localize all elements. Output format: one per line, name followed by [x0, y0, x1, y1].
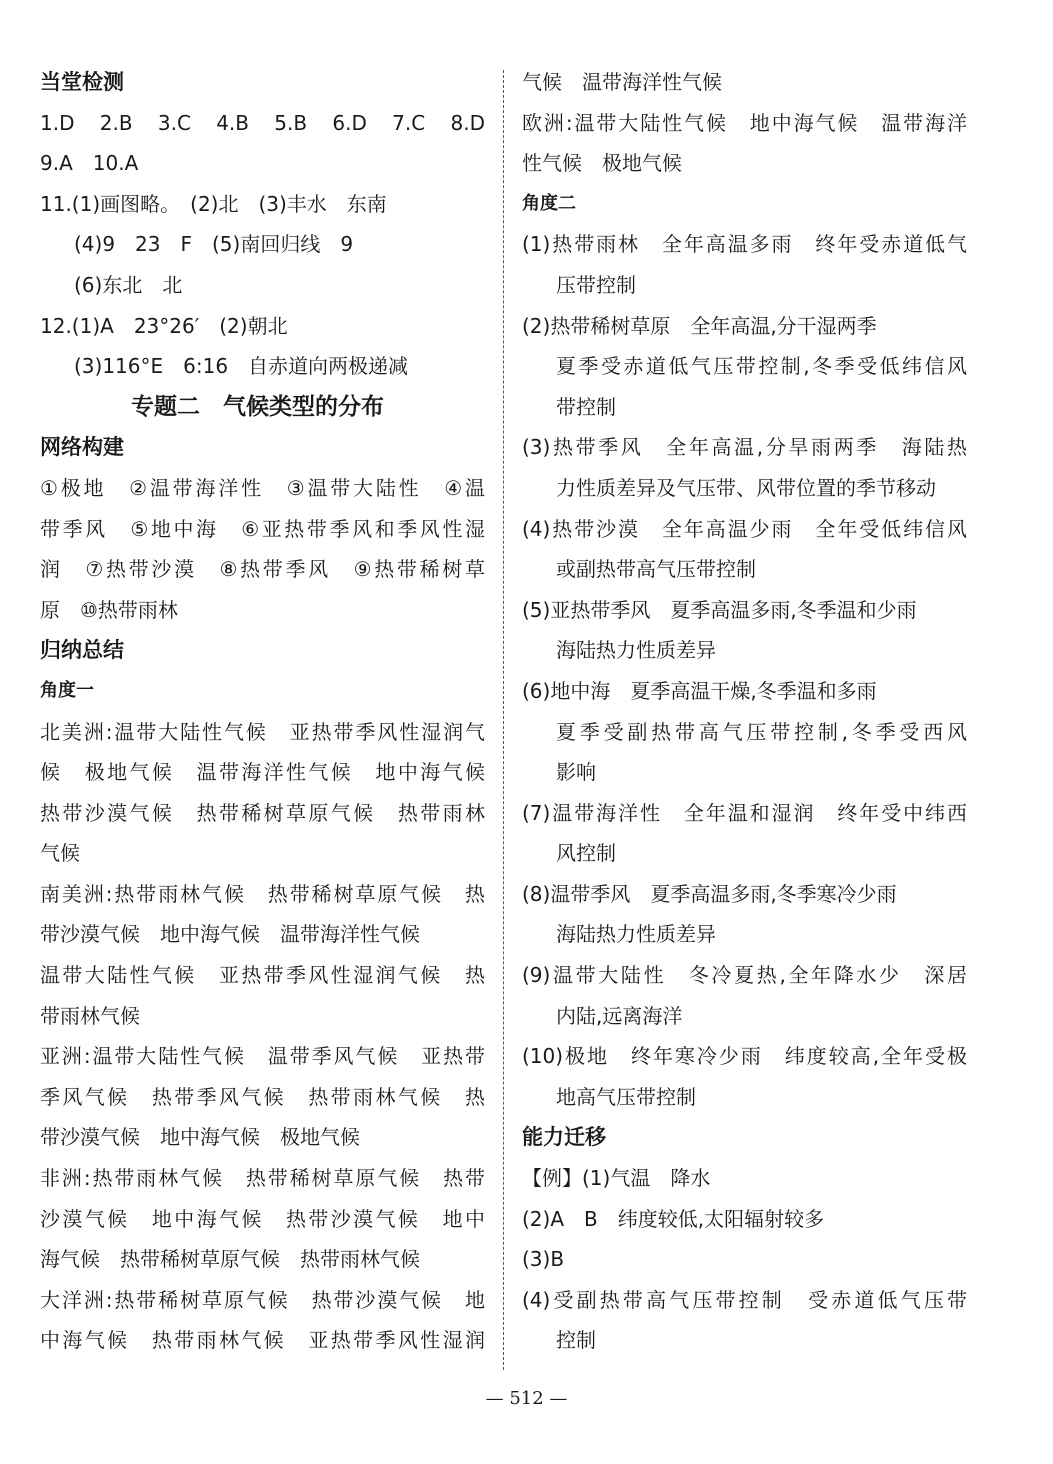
answer-line: (5)亚热带季风 夏季高温多雨,冬季温和少雨	[522, 597, 917, 622]
answer-line: 季风气候 热带季风气候 热带雨林气候 热	[40, 1084, 485, 1109]
section-heading-ability-transfer: 能力迁移	[522, 1125, 606, 1150]
answer-line: 夏季受赤道低气压带控制,冬季受低纬信风	[556, 354, 967, 379]
answer-line: 地高气压带控制	[556, 1084, 696, 1109]
answer-line: 大洋洲:热带稀树草原气候 热带沙漠气候 地	[40, 1287, 485, 1312]
answer-line: 气候	[40, 841, 80, 866]
answer-line: (2)热带稀树草原 全年高温,分干湿两季	[522, 313, 877, 338]
answer-line: 压带控制	[556, 272, 636, 297]
answer-line: 带季风 ⑤地中海 ⑥亚热带季风和季风性湿	[40, 516, 485, 541]
answer-line: (2)A B 纬度较低,太阳辐射较多	[522, 1206, 825, 1231]
answer-line: (8)温带季风 夏季高温多雨,冬季寒冷少雨	[522, 881, 897, 906]
answer-line: (7)温带海洋性 全年温和湿润 终年受中纬西	[522, 800, 967, 825]
answer-line: 候 极地气候 温带海洋性气候 地中海气候	[40, 760, 485, 785]
answer-line: 1.D 2.B 3.C 4.B 5.B 6.D 7.C 8.D	[40, 110, 485, 135]
answer-line: 气候 温带海洋性气候	[522, 70, 722, 94]
answer-line: (4)9 23 F (5)南回归线 9	[74, 232, 354, 257]
answer-line: 海气候 热带稀树草原气候 热带雨林气候	[40, 1247, 420, 1272]
section-heading-network: 网络构建	[40, 435, 124, 460]
answer-line: (10)极地 终年寒冷少雨 纬度较高,全年受极	[522, 1044, 967, 1069]
answer-line: (4)热带沙漠 全年高温少雨 全年受低纬信风	[522, 516, 967, 541]
answer-line: (6)东北 北	[74, 272, 183, 297]
answer-line: 内陆,远离海洋	[556, 1003, 683, 1028]
answer-line: 润 ⑦热带沙漠 ⑧热带季风 ⑨热带稀树草	[40, 557, 485, 582]
answer-line: (1)热带雨林 全年高温多雨 终年受赤道低气	[522, 232, 967, 257]
answer-line: 控制	[556, 1328, 596, 1353]
answer-line: 风控制	[556, 841, 616, 866]
answer-line: (9)温带大陆性 冬冷夏热,全年降水少 深居	[522, 963, 967, 988]
answer-line: 热带沙漠气候 热带稀树草原气候 热带雨林	[40, 800, 485, 825]
answer-line: (3)116°E 6:16 自赤道向两极递减	[74, 354, 409, 379]
answer-line: (3)热带季风 全年高温,分旱雨两季 海陆热	[522, 435, 967, 460]
answer-line: 12.(1)A 23°26′ (2)朝北	[40, 313, 288, 338]
answer-line: 性气候 极地气候	[522, 151, 682, 176]
answer-line: 影响	[556, 760, 596, 785]
answer-line: 或副热带高气压带控制	[556, 557, 756, 582]
subheading-angle-one: 角度一	[40, 679, 94, 701]
answer-line: (6)地中海 夏季高温干燥,冬季温和多雨	[522, 678, 877, 703]
page-number: — 512 —	[485, 1388, 568, 1409]
answer-line: 带雨林气候	[40, 1003, 140, 1028]
section-heading-classroom-check: 当堂检测	[40, 70, 124, 94]
subheading-angle-two: 角度二	[522, 192, 576, 214]
answer-line: (3)B	[522, 1247, 565, 1272]
left-column	[40, 62, 485, 1361]
answer-line: 中海气候 热带雨林气候 亚热带季风性湿润	[40, 1328, 485, 1353]
answer-line: 夏季受副热带高气压带控制,冬季受西风	[556, 719, 967, 744]
answer-line: 南美洲:热带雨林气候 热带稀树草原气候 热	[40, 881, 485, 906]
section-heading-summary: 归纳总结	[40, 638, 124, 663]
answer-line: 带沙漠气候 地中海气候 温带海洋性气候	[40, 922, 420, 947]
answer-line: 温带大陆性气候 亚热带季风性湿润气候 热	[40, 963, 485, 988]
answer-line: 沙漠气候 地中海气候 热带沙漠气候 地中	[40, 1206, 485, 1231]
answer-line: 带控制	[556, 394, 616, 419]
answer-line: 欧洲:温带大陆性气候 地中海气候 温带海洋	[522, 110, 967, 135]
answer-line: ①极地 ②温带海洋性 ③温带大陆性 ④温	[40, 475, 485, 500]
answer-line: 9.A 10.A	[40, 151, 139, 176]
answer-line: 力性质差异及气压带、风带位置的季节移动	[556, 475, 936, 500]
answer-line: 亚洲:温带大陆性气候 温带季风气候 亚热带	[40, 1044, 485, 1069]
topic-title: 专题二 气候类型的分布	[131, 393, 384, 420]
answer-line: 非洲:热带雨林气候 热带稀树草原气候 热带	[40, 1166, 485, 1191]
answer-line: 北美洲:温带大陆性气候 亚热带季风性湿润气	[40, 719, 485, 744]
answer-line: 【例】(1)气温 降水	[522, 1166, 711, 1191]
answer-line: 带沙漠气候 地中海气候 极地气候	[40, 1125, 360, 1150]
right-column	[522, 62, 967, 1361]
answer-line: (4)受副热带高气压带控制 受赤道低气压带	[522, 1287, 967, 1312]
answer-line: 11.(1)画图略。 (2)北 (3)丰水 东南	[40, 191, 387, 216]
answer-line: 海陆热力性质差异	[556, 638, 716, 663]
answer-line: 原 ⑩热带雨林	[40, 597, 178, 622]
answer-line: 海陆热力性质差异	[556, 922, 716, 947]
column-divider	[503, 70, 504, 1370]
